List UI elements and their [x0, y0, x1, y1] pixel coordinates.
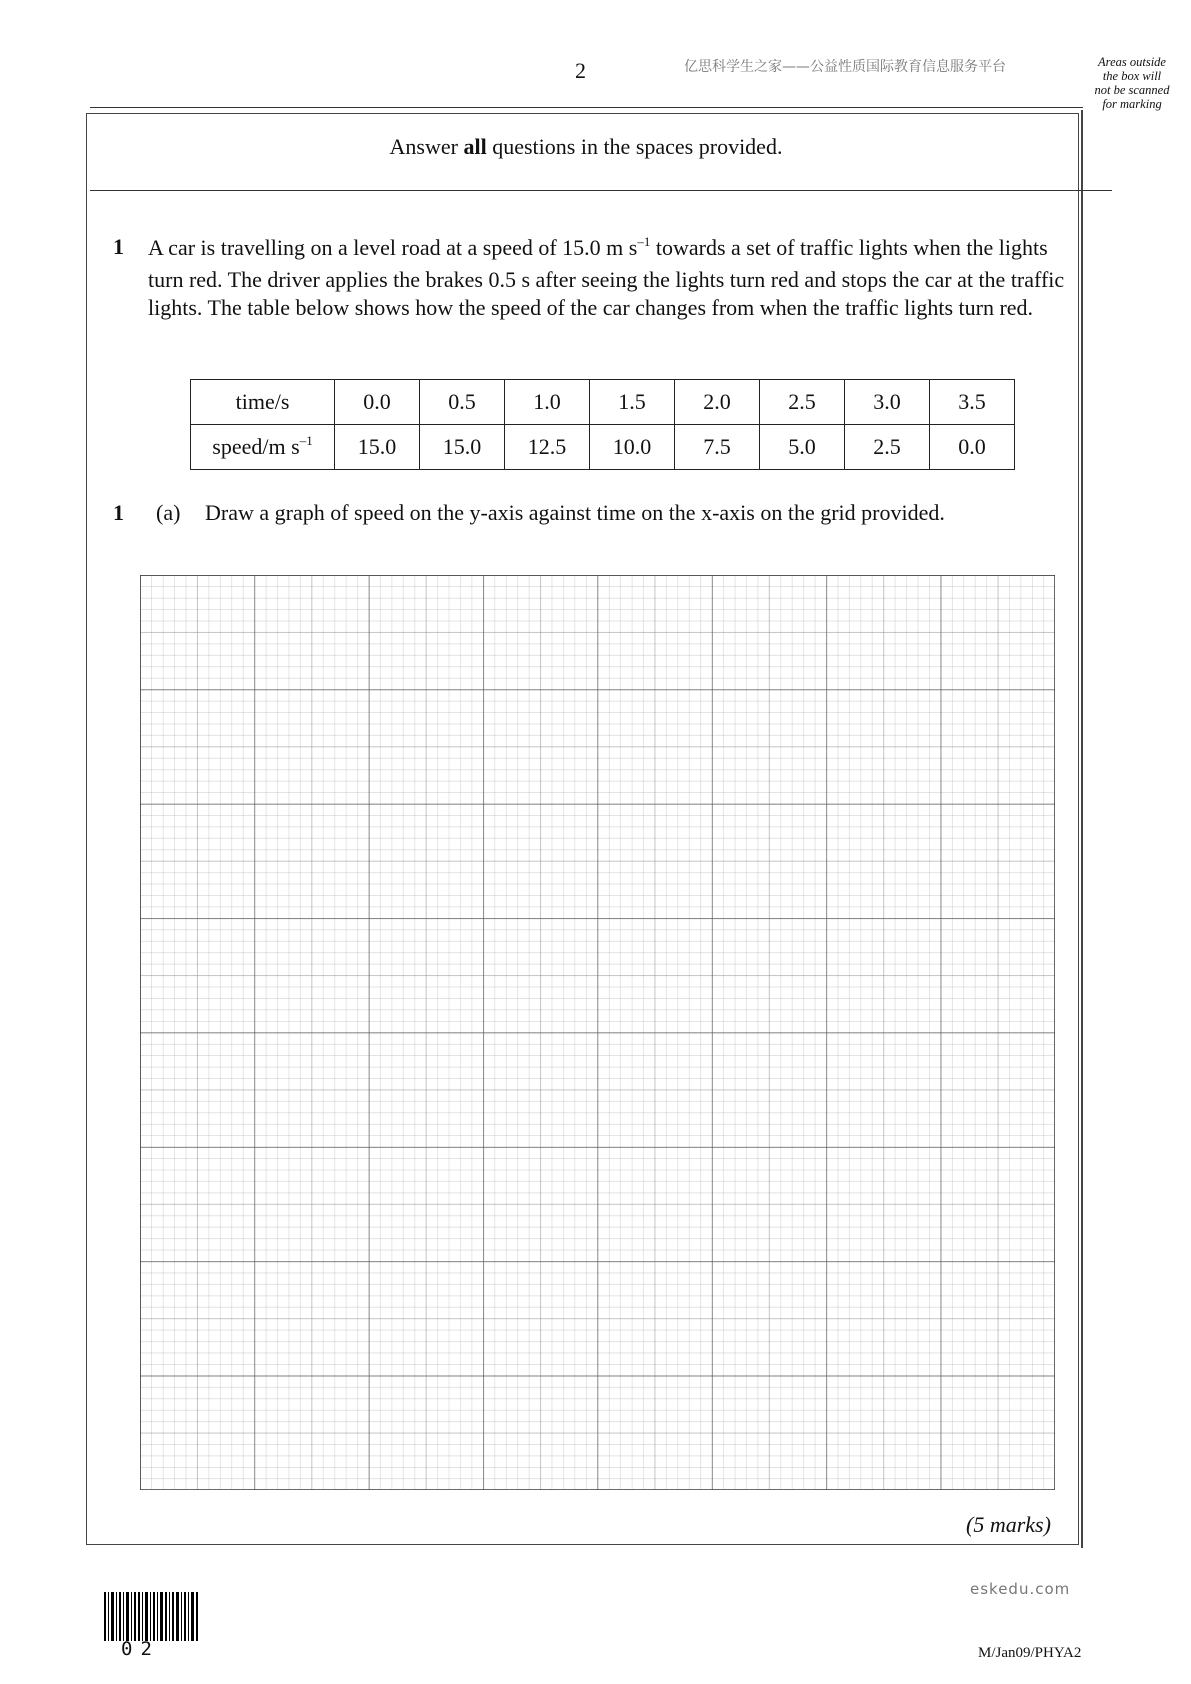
data-table	[190, 379, 1015, 470]
paper-code: M/Jan09/PHYA2	[978, 1645, 1082, 1661]
margin-note-line-3: not be scanned	[1094, 83, 1170, 97]
instruction-bold: all	[463, 134, 487, 159]
table-cell: 12.5	[505, 425, 590, 470]
table-cell: 0.0	[930, 425, 1015, 470]
table-header-time: time/s	[191, 380, 335, 425]
table-cell: 0.5	[420, 380, 505, 425]
barcode	[104, 1592, 200, 1641]
table-cell: 3.5	[930, 380, 1015, 425]
speed-unit-sup: –1	[299, 433, 313, 448]
margin-note-line-4: for marking	[1102, 97, 1162, 111]
question-unit-sup: –1	[637, 234, 651, 249]
table-cell: 2.0	[675, 380, 760, 425]
table-cell: 15.0	[335, 425, 420, 470]
table-cell: 5.0	[760, 425, 845, 470]
question-text	[148, 234, 1078, 323]
part-a-label: (a)	[156, 500, 181, 525]
instruction-prefix: Answer	[389, 134, 464, 159]
speed-label: speed/m s	[212, 434, 300, 459]
instruction	[86, 134, 1086, 160]
marks-label: (5 marks)	[966, 1512, 1051, 1537]
table-row-speed	[191, 425, 1015, 470]
instruction-divider	[90, 190, 1112, 191]
table-cell: 2.5	[760, 380, 845, 425]
top-rule	[90, 107, 1083, 108]
table-cell: 10.0	[590, 425, 675, 470]
part-a-number: 1	[113, 500, 124, 525]
table-cell: 2.5	[845, 425, 930, 470]
table-header-speed	[191, 425, 335, 470]
question-text-a: A car is travelling on a level road at a speed of 15.0 m s	[148, 235, 638, 260]
page-number: 2	[575, 58, 586, 83]
margin-note-line-1: Areas outside	[1098, 55, 1166, 69]
graph-paper-grid[interactable]	[140, 575, 1055, 1490]
part-a-text: Draw a graph of speed on the y-axis against time on the x-axis on the grid provided.	[205, 500, 945, 525]
watermark: eskedu.com	[970, 1580, 1071, 1598]
barcode-number: 02	[121, 1638, 160, 1660]
margin-note	[1082, 55, 1182, 111]
header-banner: 亿思科学生之家——公益性质国际教育信息服务平台	[684, 59, 1006, 75]
instruction-suffix: questions in the spaces provided.	[486, 134, 783, 159]
table-cell: 1.5	[590, 380, 675, 425]
table-cell: 3.0	[845, 380, 930, 425]
question-number: 1	[113, 234, 124, 259]
answer-box-right-edge	[1081, 110, 1083, 1548]
question-text-b: towards a set of traffic lights when the lights turn red. The driver applies the brakes 0.5 s after seeing the lights turn red and stops the car at the traffic lights. The table below shows how the speed of the car changes from when the traffic lights turn red.	[148, 235, 1065, 320]
table-cell: 0.0	[335, 380, 420, 425]
table-cell: 1.0	[505, 380, 590, 425]
table-cell: 7.5	[675, 425, 760, 470]
table-row-time	[191, 380, 1015, 425]
table-cell: 15.0	[420, 425, 505, 470]
margin-note-line-2: the box will	[1102, 69, 1162, 83]
